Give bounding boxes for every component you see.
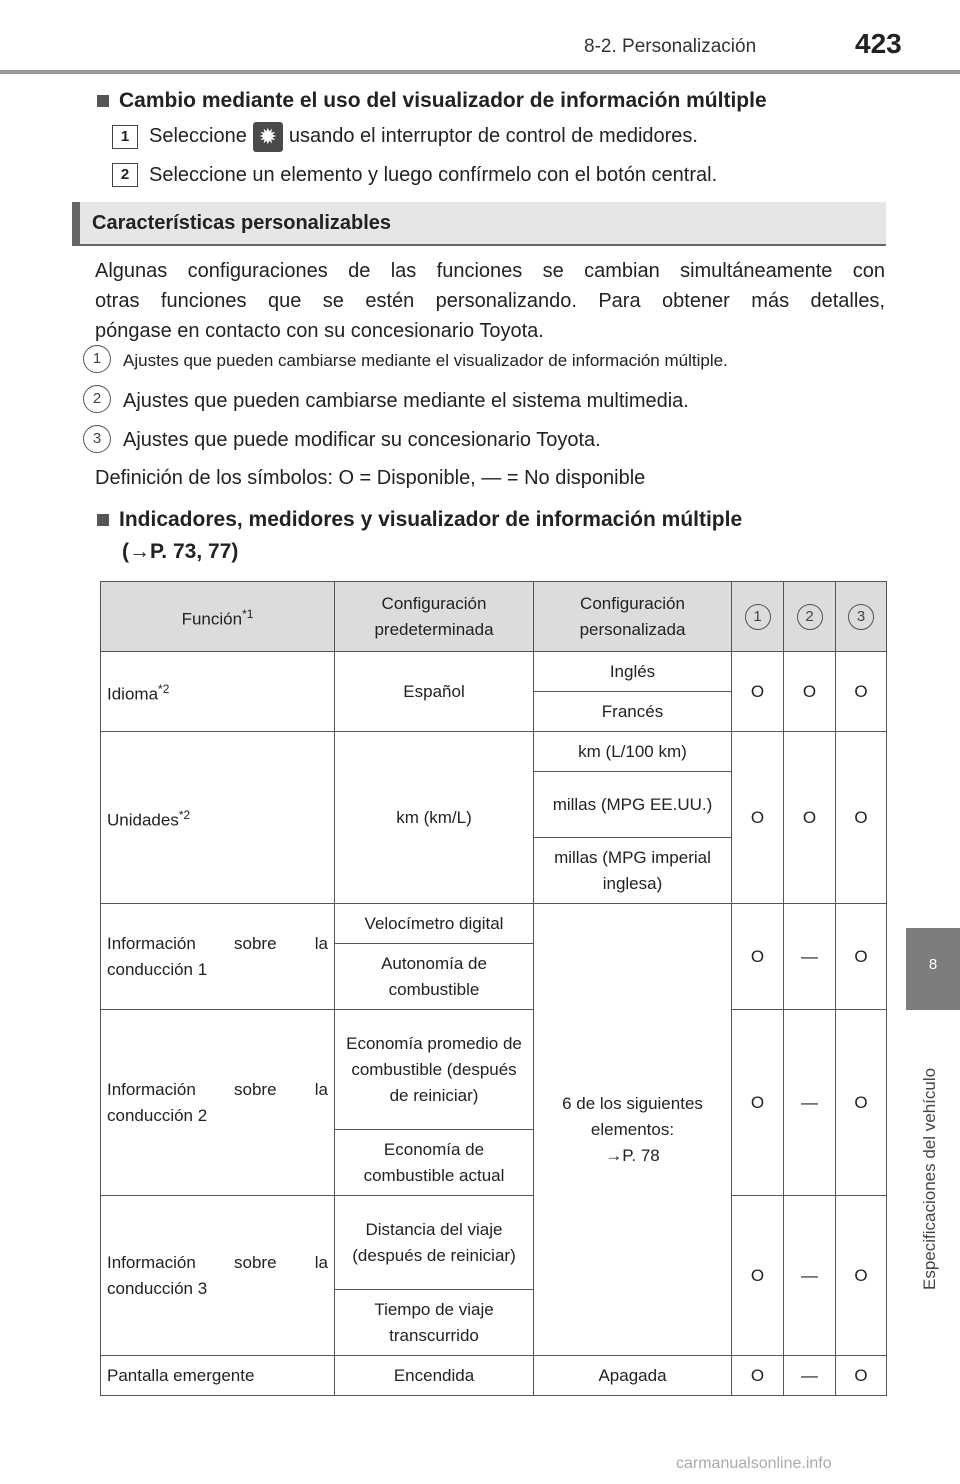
avail-cell-2: O [784, 652, 836, 732]
function-cell: Unidades$^{*2}$ [101, 732, 335, 904]
default-cell: Velocímetro digital [335, 904, 534, 944]
custom-cell-shared: 6 de los siguientes elementos: →P. 78 [534, 904, 732, 1356]
square-bullet-icon [97, 95, 109, 107]
avail-cell-3: O [836, 904, 887, 1010]
step-2-text: Seleccione un elemento y luego confírmelo con el botón central. [149, 164, 718, 186]
symbols-definition: Definición de los símbolos: O = Disponible, — = No disponible [95, 467, 646, 489]
avail-cell-1: O [732, 1196, 784, 1356]
avail-cell-1: O [732, 1010, 784, 1196]
custom-cell: km (L/100 km) [534, 732, 732, 772]
avail-cell-3: O [836, 1010, 887, 1196]
custom-cell: Apagada [534, 1356, 732, 1396]
avail-cell-2: — [784, 904, 836, 1010]
header-col-3: 3 [836, 582, 887, 652]
avail-cell-1: O [732, 652, 784, 732]
subsection-reference: (→P. 73, 77) [122, 540, 239, 563]
default-cell: Distancia del viaje (después de reiniciar) [335, 1196, 534, 1290]
avail-cell-3: O [836, 1196, 887, 1356]
banner-title: Características personalizables [92, 212, 392, 234]
chapter-number: 8 [928, 956, 938, 973]
section-title: 8-2. Personalización [584, 36, 757, 57]
table-row [101, 1356, 887, 1396]
avail-cell-2: — [784, 1356, 836, 1396]
step-number-2: 2 [112, 163, 138, 187]
chapter-label: Especificaciones del vehículo [920, 1067, 939, 1290]
square-bullet-icon [97, 514, 109, 526]
default-cell: Autonomía de combustible [335, 944, 534, 1010]
header-divider [0, 70, 960, 74]
section-banner [72, 202, 886, 246]
table-header-row [101, 582, 887, 652]
default-cell: Español [335, 652, 534, 732]
avail-cell-3: O [836, 1356, 887, 1396]
default-cell: Tiempo de viaje transcurrido [335, 1290, 534, 1356]
watermark: carmanualsonline.info [676, 1455, 832, 1472]
avail-cell-2: — [784, 1010, 836, 1196]
step-1-text: Seleccione ✹ usando el interruptor de control de medidores. [149, 121, 698, 152]
header-col-1: 1 [732, 582, 784, 652]
step-number-1: 1 [112, 125, 138, 149]
legend-text-2: Ajustes que pueden cambiarse mediante el sistema multimedia. [123, 390, 689, 412]
default-cell: km (km/L) [335, 732, 534, 904]
legend-number-2: 2 [83, 385, 111, 413]
function-cell: Idioma$^{*2}$ [101, 652, 335, 732]
avail-cell-2: — [784, 1196, 836, 1356]
gear-icon: ✹ [253, 122, 283, 152]
function-cell: Información sobre la conducción 2 [101, 1010, 335, 1196]
legend-text-3: Ajustes que puede modificar su concesionario Toyota. [123, 429, 601, 451]
customization-table [100, 581, 887, 1396]
table-row [101, 1010, 887, 1130]
table-row [101, 652, 887, 692]
function-cell: Pantalla emergente [101, 1356, 335, 1396]
custom-cell: Inglés [534, 652, 732, 692]
custom-cell: Francés [534, 692, 732, 732]
function-cell: Información sobre la conducción 1 [101, 904, 335, 1010]
legend-text-1: Ajustes que pueden cambiarse mediante el visualizador de información múltiple. [123, 351, 728, 370]
header-function: Función$^{*1}$ [101, 582, 335, 652]
header-custom: Configuración personalizada [534, 582, 732, 652]
function-cell: Información sobre la conducción 3 [101, 1196, 335, 1356]
subsection-heading: Indicadores, medidores y visualizador de información múltiple [97, 508, 742, 532]
header-col-2: 2 [784, 582, 836, 652]
table-row [101, 732, 887, 772]
custom-cell: millas (MPG EE.UU.) [534, 772, 732, 838]
avail-cell-2: O [784, 732, 836, 904]
intro-heading: Cambio mediante el uso del visualizador de información múltiple [97, 89, 767, 113]
avail-cell-1: O [732, 904, 784, 1010]
intro-paragraph: Algunas configuraciones de las funciones se cambian simultáneamente con otras funciones que se estén personalizando. Para obtener más detalles, póngase en contacto con su concesionario Toyota. [95, 260, 885, 342]
avail-cell-3: O [836, 732, 887, 904]
avail-cell-1: O [732, 1356, 784, 1396]
page-number: 423 [855, 28, 902, 59]
default-cell: Economía de combustible actual [335, 1130, 534, 1196]
header-default: Configuración predeterminada [335, 582, 534, 652]
table-row [101, 904, 887, 944]
legend-number-1: 1 [83, 345, 111, 373]
table-row [101, 1196, 887, 1290]
avail-cell-3: O [836, 652, 887, 732]
banner-accent [72, 202, 80, 246]
avail-cell-1: O [732, 732, 784, 904]
default-cell: Encendida [335, 1356, 534, 1396]
legend-number-3: 3 [83, 425, 111, 453]
default-cell: Economía promedio de combustible (después de reiniciar) [335, 1010, 534, 1130]
custom-cell: millas (MPG imperial inglesa) [534, 838, 732, 904]
